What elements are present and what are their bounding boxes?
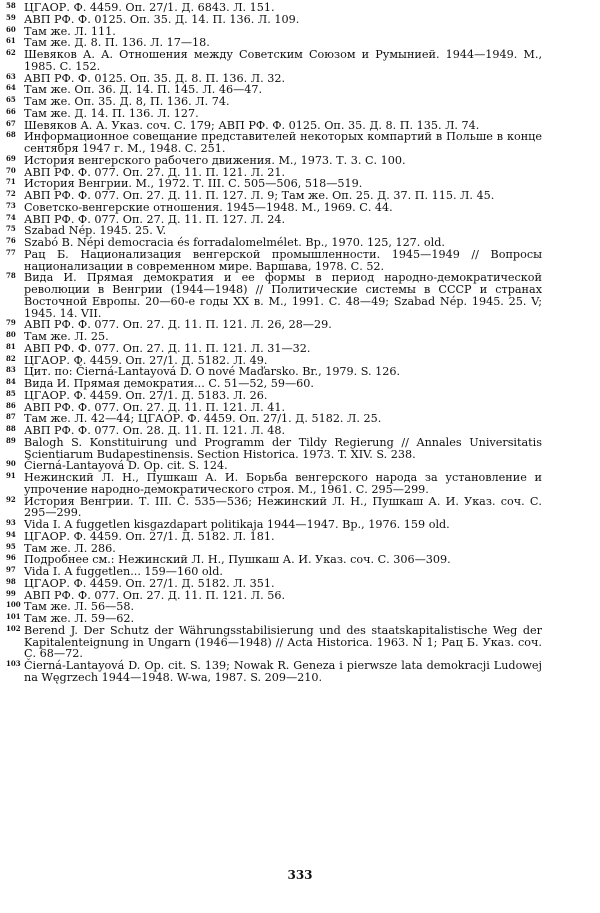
footnote-text: Čierná-Lantayová D. Op. cit. S. 139; Nowak R. Geneza i pierwsze lata demokracji Ludowej na Węgrzech 1944—1948. W-wa, 1987. S. 209—210.: [24, 659, 542, 684]
footnote-number: 100: [6, 600, 21, 610]
footnote-text: Там же. Д. 8. П. 136. Л. 17—18.: [24, 36, 210, 50]
footnote: [6, 130, 542, 155]
footnote-text: Szabad Nép. 1945. 25. V.: [24, 224, 167, 238]
footnote-text: Там же. Л. 42—44; ЦГАОР. Ф. 4459. Оп. 27/1. Д. 5182. Л. 25.: [24, 412, 382, 426]
footnote-text: АВП РФ. Ф. 0125. Оп. 35. Д. 14. П. 136. Л. 109.: [24, 12, 300, 26]
footnote-number: 81: [6, 341, 16, 351]
footnote: [6, 623, 542, 661]
footnote-text: Там же. Л. 56—58.: [24, 600, 135, 614]
footnote-text: Там же. Оп. 36. Д. 14. П. 145. Л. 46—47.: [24, 83, 263, 97]
footnote: [6, 48, 542, 73]
footnote-number: 82: [6, 353, 16, 363]
footnote-number: 72: [6, 189, 16, 198]
footnote-text: Советско-венгерские отношения. 1945—1948. М., 1969. С. 44.: [24, 200, 393, 214]
footnote-number: 90: [6, 459, 16, 469]
footnote-number: 60: [6, 24, 16, 34]
footnote-text: АВП РФ. Ф. 077. Оп. 27. Д. 11. П. 127. Л. 24.: [24, 212, 286, 226]
footnote-text: ЦГАОР. Ф. 4459. Оп. 27/1. Д. 5183. Л. 26.: [24, 388, 268, 402]
footnote-text: Нежинский Л. Н., Пушкаш А. И. Борьба венгерского народа за установление и упрочение народно-демократического строя. М., 1961. С. 295—299.: [24, 471, 542, 496]
footnote-text: Там же. Л. 59—62.: [24, 612, 135, 625]
footnote-number: 88: [6, 424, 16, 433]
footnote-text: ЦГАОР. Ф. 4459. Оп. 27/1. Д. 5182. Л. 351.: [24, 576, 275, 590]
footnote-number: 78: [6, 271, 16, 281]
footnote-text: Рац Б. Национализация венгерской промышленности. 1945—1949 // Вопросы национализации в современном мире. Варшава, 1978. С. 52.: [24, 247, 542, 273]
footnote: [6, 271, 542, 320]
footnote: [6, 471, 542, 496]
footnote-text: АВП РФ. Ф. 077. Оп. 27. Д. 11. П. 121. Л. 26, 28—29.: [24, 318, 332, 332]
footnote-text: АВП РФ. Ф. 077. Оп. 27. Д. 11. П. 127. Л. 9; Там же. Оп. 25. Д. 37. П. 115. Л. 45.: [24, 189, 495, 202]
footnote-text: Шевяков А. А. Отношения между Советским Союзом и Румынией. 1944—1949. М., 1985. С. 152.: [24, 48, 542, 73]
footnote-number: 103: [6, 659, 21, 668]
footnotes-list: [6, 1, 542, 684]
footnote-number: 98: [6, 576, 16, 586]
footnote-number: 89: [6, 435, 16, 445]
footnote: [6, 247, 542, 273]
footnote-number: 61: [6, 36, 16, 46]
footnote-text: АВП РФ. Ф. 077. Оп. 27. Д. 11. П. 121. Л. 41.: [24, 400, 286, 414]
footnote-number: 70: [6, 165, 16, 175]
footnote-text: ЦГАОР. Ф. 4459. Оп. 27/1. Д. 5182. Л. 49.: [24, 353, 268, 367]
footnote-number: 99: [6, 588, 16, 598]
footnote-number: 71: [6, 177, 16, 187]
footnote-text: Vida I. A fuggetlen... 159—160 old.: [24, 565, 223, 578]
footnote-number: 65: [6, 95, 16, 104]
footnote-text: Szabó B. Népi democracia és forradalomelmélet. Bp., 1970. 125, 127. old.: [24, 236, 445, 249]
footnote-text: ЦГАОР. Ф. 4459. Оп. 27/1. Д. 6843. Л. 151.: [24, 1, 275, 14]
footnote-text: Шевяков А. А. Указ. соч. С. 179; АВП РФ. Ф. 0125. Оп. 35. Д. 8. П. 135. Л. 74.: [24, 118, 480, 132]
footnote-number: 96: [6, 553, 16, 563]
footnote-number: 66: [6, 106, 16, 116]
footnote-text: История венгерского рабочего движения. М., 1973. Т. 3. С. 100.: [24, 153, 406, 167]
footnote-text: Там же. Оп. 35. Д. 8, П. 136. Л. 74.: [24, 95, 230, 108]
footnote-number: 83: [6, 365, 16, 375]
footnote-number: 85: [6, 388, 16, 398]
footnote-text: Цит. по: Čierná-Lantayová D. O nové Maďarsko. Br., 1979. S. 126.: [24, 365, 401, 379]
footnote-text: История Венгрии. Т. III. С. 535—536; Нежинский Л. Н., Пушкаш А. И. Указ. соч. С. 295—299.: [24, 494, 542, 520]
footnote-number: 86: [6, 400, 16, 410]
footnote-number: 91: [6, 471, 16, 480]
footnote-text: Vida I. A fuggetlen kisgazdapart politikaja 1944—1947. Bp., 1976. 159 old.: [24, 518, 450, 531]
footnote-text: Там же. Л. 111.: [24, 24, 116, 38]
footnote-number: 92: [6, 494, 16, 504]
footnote-text: История Венгрии. М., 1972. Т. III. С. 505—506, 518—519.: [24, 177, 363, 191]
footnote-number: 77: [6, 247, 16, 257]
footnote-number: 95: [6, 541, 16, 551]
footnote-number: 63: [6, 71, 16, 81]
footnote-text: ЦГАОР. Ф. 4459. Оп. 27/1. Д. 5182. Л. 181.: [24, 529, 275, 543]
footnote-text: Там же. Л. 25.: [24, 330, 109, 343]
footnote-number: 102: [6, 623, 21, 633]
footnote-text: Вида И. Прямая демократия... С. 51—52, 59—60.: [24, 377, 314, 390]
footnote-text: Там же. Д. 14. П. 136. Л. 127.: [24, 106, 199, 120]
page-number: 333: [287, 868, 313, 882]
footnote-number: 62: [6, 48, 16, 57]
footnote: [6, 494, 542, 520]
footnote-text: Подробнее см.: Нежинский Л. Н., Пушкаш А. И. Указ. соч. С. 306—309.: [24, 553, 451, 567]
footnote-number: 74: [6, 212, 16, 222]
footnote-number: 59: [6, 12, 16, 22]
footnote-text: АВП РФ. Ф. 077. Оп. 27. Д. 11. П. 121. Л. 21.: [24, 165, 286, 179]
footnote-number: 68: [6, 130, 16, 140]
footnote-text: Информационное совещание представителей некоторых компартий в Польше в конце сентября 1947 г. М., 1948. С. 251.: [24, 130, 542, 155]
footnote-text: Berend J. Der Schutz der Währungsstabilisierung und des staatskapitalistische Weg der Kapitalenteignung in Ungarn (1946—1948) // Acta Historica. 1963. N 1; Рац Б. Указ. соч. С. 68—72.: [24, 623, 542, 661]
footnote-number: 75: [6, 224, 16, 234]
footnote-text: АВП РФ. Ф. 077. Оп. 27. Д. 11. П. 121. Л. 56.: [24, 588, 286, 602]
footnote-text: АВП РФ. Ф. 077. Оп. 28. Д. 11. П. 121. Л. 48.: [24, 424, 286, 437]
footnote: [6, 435, 542, 461]
footnote-number: 101: [6, 612, 21, 621]
footnote-number: 76: [6, 236, 16, 245]
footnote-number: 69: [6, 153, 16, 163]
footnote-text: АВП РФ. Ф. 077. Оп. 27. Д. 11. П. 121. Л. 31—32.: [24, 341, 311, 355]
footnote-number: 97: [6, 565, 16, 574]
footnote-text: Вида И. Прямая демократия и ее формы в период народно-демократической революции в Венгрии (1944—1948) // Политические системы в СССР и странах Восточной Европы. 20—60-е годы XX в. М., 1991. С. 48—49; Szabad Nép. 1945. 25. V; 1945. 14. VII.: [24, 271, 542, 320]
footnote-number: 93: [6, 518, 16, 527]
footnote-number: 67: [6, 118, 16, 128]
footnote-number: 79: [6, 318, 16, 328]
footnote-number: 84: [6, 377, 16, 386]
footnote-number: 80: [6, 330, 16, 339]
footnote-text: Там же. Л. 286.: [24, 541, 116, 555]
footnote-number: 94: [6, 529, 16, 539]
footnote-text: АВП РФ. Ф. 0125. Оп. 35. Д. 8. П. 136. Л. 32.: [24, 71, 286, 85]
footnote-number: 73: [6, 200, 16, 210]
footnote-number: 58: [6, 1, 16, 10]
footnote-number: 64: [6, 83, 16, 93]
footnote-number: 87: [6, 412, 16, 422]
footnote-text: Čierná-Lantayová D. Op. cit. S. 124.: [24, 459, 228, 473]
footnote: [6, 659, 542, 684]
footnote-text: Balogh S. Konstituirung und Programm der Tildy Regierung // Annales Universitatis Scientiarum Budapestinensis. Section Historica. 1973. T. XIV. S. 238.: [24, 435, 542, 461]
